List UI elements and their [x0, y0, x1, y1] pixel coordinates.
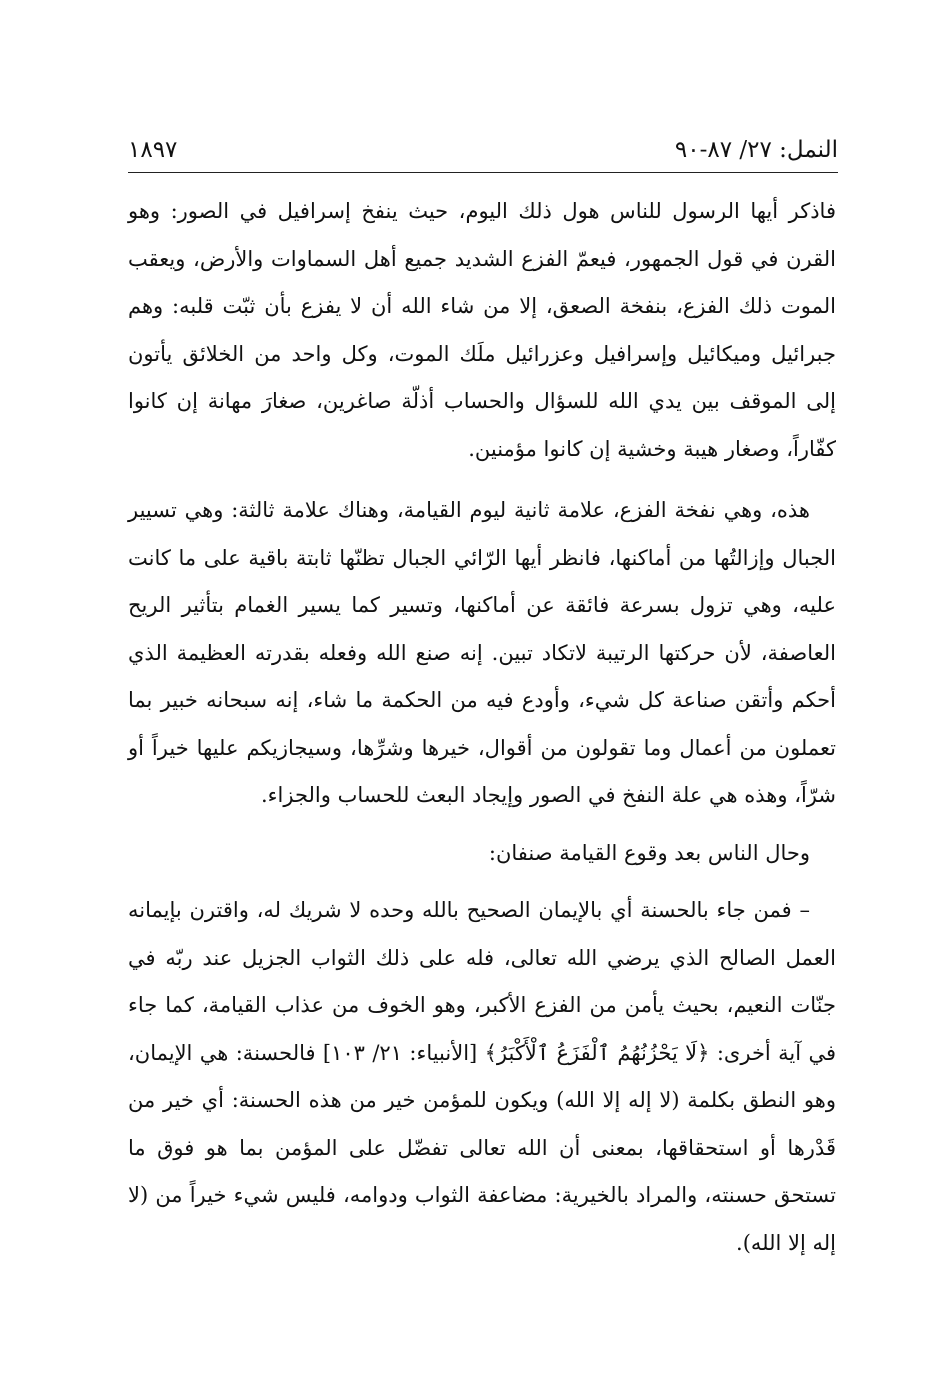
header-divider	[128, 172, 838, 173]
paragraph-4: – فمن جاء بالحسنة أي بالإيمان الصحيح بالله وحده لا شريك له، واقترن بإيمانه العمل الصالح الذي يرضي الله تعالى، فله على ذلك الثواب الجزيل عند ربّه في جنّات النعيم، بحيث يأمن من الفزع الأكبر، وهو الخوف من عذاب القيامة، كما جاء في آية أخرى: ﴿لَا يَحْزُنُهُمُ ٱلْفَزَعُ ٱلْأَكْبَرُ﴾ [الأنبياء: ٢١/ ١٠٣] فالحسنة: هي الإيمان، وهو النطق بكلمة (لا إله إلا الله) ويكون للمؤمن خير من هذه الحسنة: أي خير من قَدْرها أو استحقاقها، بمعنى أن الله تعالى تفضّل على المؤمن بما هو فوق ما تستحق حسنته، والمراد بالخيرية: مضاعفة الثواب ودوامه، فليس شيء خيراً من (لا إله إلا الله).	[128, 898, 836, 1255]
paragraph-1: فاذكر أيها الرسول للناس هول ذلك اليوم، حيث ينفخ إسرافيل في الصور: وهو القرن في قول الجمهور، فيعمّ الفزع الشديد جميع أهل السماوات والأرض، ويعقب الموت ذلك الفزع، بنفخة الصعق، إلا من شاء الله أن لا يفزع بأن ثبّت قلبه: وهم جبرائيل وميكائيل وإسرافيل وعزرائيل ملَك الموت، وكل واحد من الخلائق يأتون إلى الموقف بين يدي الله للسؤال والحساب أذلّة صاغرين، صغارَ مهانة إن كانوا كفّاراً، وصغار هيبة وخشية إن كانوا مؤمنين.	[128, 199, 836, 461]
page-number: ١٨٩٧	[128, 136, 178, 163]
paragraph-2: هذه، وهي نفخة الفزع، علامة ثانية ليوم القيامة، وهناك علامة ثالثة: وهي تسيير الجبال وإزالتُها من أماكنها، فانظر أيها الرّائي الجبال تظنّها ثابتة باقية على ما كانت عليه، وهي تزول بسرعة فائقة عن أماكنها، وتسير كما يسير الغمام بتأثير الريح العاصفة، لأن حركتها الرتيبة لاتكاد تبين. إنه صنع الله وفعله بقدرته العظيمة الذي أحكم وأتقن صناعة كل شيء، وأودع فيه من الحكمة ما شاء، إنه سبحانه خبير بما تعملون من أعمال وما تقولون من أقوال، خيرها وشرِّها، وسيجازيكم عليها خيراً أو شرّاً، وهذه هي علة النفخ في الصور وإيجاد البعث للحساب والجزاء.	[128, 498, 836, 807]
page-header	[128, 130, 838, 170]
paragraph-3: وحال الناس بعد وقوع القيامة صنفان:	[488, 840, 810, 865]
page-body	[128, 188, 836, 1267]
surah-reference: النمل: ٢٧/ ٨٧-٩٠	[674, 136, 838, 163]
